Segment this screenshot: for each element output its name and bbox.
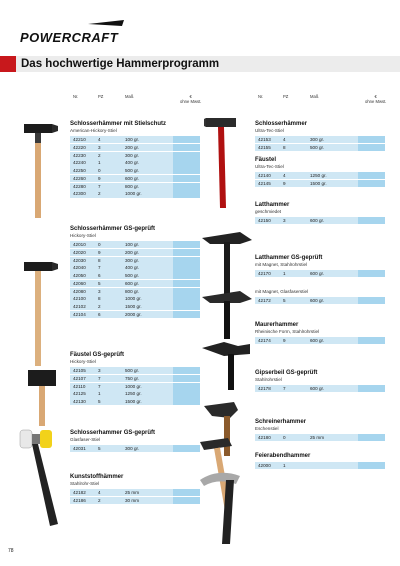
cell-pz: 9 (283, 338, 286, 343)
cell-pz: 6 (98, 273, 101, 279)
cell-mass: 1500 gr. (125, 399, 142, 405)
section-subtitle: mit Magnet, Stahlrohrstiel (255, 262, 308, 267)
cell-nr: 42145 (258, 180, 271, 186)
section-subtitle: Ultra-Tec-Stiel (255, 164, 284, 169)
cell-nr: 42104 (73, 312, 86, 318)
cell-pz: 0 (98, 242, 101, 247)
section-subtitle: Glasfaser-Stiel (70, 437, 101, 442)
cell-pz: 8 (98, 257, 101, 263)
cell-nr: 42110 (73, 383, 86, 389)
cell-nr: 42178 (258, 386, 271, 391)
product-row (255, 337, 385, 344)
cell-nr: 42250 (73, 168, 86, 174)
cell-nr: 42240 (73, 160, 86, 166)
cell-mass: 500 gr. (125, 273, 140, 279)
cell-nr: 42155 (258, 144, 271, 150)
cell-mass: 1000 gr. (125, 296, 142, 302)
faeustel-image (26, 368, 66, 428)
cell-pz: 4 (98, 137, 101, 142)
cell-mass: 800 gr. (125, 183, 140, 189)
cell-nr: 42230 (73, 152, 86, 158)
product-row (70, 175, 200, 182)
section-title: Fäustel (255, 157, 277, 163)
cell-mass: 1000 gr. (125, 383, 142, 389)
cell-price (358, 385, 385, 392)
cell-nr: 42150 (258, 218, 271, 223)
cell-pz: 4 (283, 137, 286, 142)
cell-nr: 42080 (73, 288, 86, 294)
product-section (255, 453, 385, 470)
cell-price (358, 462, 385, 469)
cell-nr: 42102 (73, 304, 86, 310)
cell-nr: 42280 (73, 183, 86, 189)
product-row (70, 288, 200, 295)
section-subtitle: mit Magnet, Glasfaserstiel (255, 289, 309, 294)
cell-mass: 300 gr. (125, 152, 140, 158)
product-row (70, 144, 200, 151)
product-row (255, 172, 385, 179)
cell-mass: 800 gr. (125, 288, 140, 294)
cell-price (173, 445, 200, 452)
cell-nr: 42220 (73, 144, 86, 150)
cell-price (173, 167, 200, 174)
cell-price (173, 288, 200, 295)
section-title: Schlosserhämmer (255, 121, 308, 127)
cell-price (358, 180, 385, 187)
product-row (70, 249, 200, 256)
cell-price (173, 136, 200, 143)
cell-nr: 42040 (73, 265, 86, 271)
section-subtitle: Stahlrohrstiel (255, 377, 282, 382)
cell-nr: 42170 (258, 271, 271, 276)
cell-pz: 5 (98, 446, 101, 451)
product-section (70, 226, 200, 319)
product-row (70, 183, 200, 190)
product-row (70, 375, 200, 382)
cell-mass: 1000 gr. (125, 191, 142, 197)
product-section (255, 121, 385, 152)
section-subtitle: geschmiedet (255, 209, 282, 214)
product-row (70, 489, 200, 496)
cell-pz: 7 (98, 383, 101, 389)
cell-price (173, 190, 200, 197)
cell-nr: 42260 (73, 175, 86, 181)
cell-mass: 200 gr. (125, 144, 140, 150)
product-section (70, 121, 200, 198)
cell-pz: 6 (98, 312, 101, 318)
cell-pz: 7 (98, 265, 101, 271)
section-title: Latthammer GS-geprüft (255, 255, 323, 261)
section-subtitle: Stahlrohr-Stiel (70, 481, 100, 486)
cell-mass: 600 gr. (125, 175, 140, 181)
cell-nr: 42174 (258, 338, 271, 343)
product-row (70, 445, 200, 452)
col-head-price-right: € ohne Mwst. (365, 94, 387, 104)
cell-pz: 1 (98, 160, 101, 166)
product-row (70, 303, 200, 310)
col-head-price: € ohne Mwst. (180, 94, 202, 104)
cell-price (173, 144, 200, 151)
cell-nr: 42210 (73, 137, 86, 142)
cell-nr: 42300 (73, 191, 86, 197)
section-title: Fäustel GS-geprüft (70, 352, 125, 358)
section-title: Schlosserhammer GS-geprüft (70, 430, 156, 436)
cell-pz: 7 (98, 375, 101, 381)
product-section (255, 202, 385, 225)
cell-nr: 42153 (258, 137, 271, 142)
product-section (70, 352, 200, 406)
product-row (70, 241, 200, 248)
cell-price (173, 280, 200, 287)
cell-price (358, 337, 385, 344)
cell-mass: 600 gr. (310, 218, 325, 223)
product-row (70, 383, 200, 390)
cell-price (173, 257, 200, 264)
cell-pz: 4 (283, 173, 286, 178)
col-head-mass-right: Maß (310, 94, 319, 99)
product-section (255, 370, 385, 393)
cell-mass: 500 gr. (125, 368, 140, 373)
cell-pz: 1 (283, 271, 286, 276)
section-title: Schreinerhammer (255, 419, 307, 425)
cell-mass: 600 gr. (310, 298, 325, 303)
cell-mass: 400 gr. (125, 160, 140, 166)
product-row (70, 264, 200, 271)
product-row (255, 462, 385, 469)
cell-price (173, 159, 200, 166)
cell-nr: 42030 (73, 257, 86, 263)
cell-mass: 300 gr. (125, 257, 140, 263)
cell-pz: 3 (98, 288, 101, 294)
product-row (70, 152, 200, 159)
cell-price (173, 375, 200, 382)
col-head-pz: PZ (98, 94, 104, 99)
cell-mass: 600 gr. (310, 386, 325, 391)
hammer-image-ultratec (204, 112, 244, 212)
section-title: Maurerhammer (255, 322, 299, 328)
cell-pz: 8 (283, 144, 286, 150)
cell-nr: 42100 (73, 296, 86, 302)
page-number: 78 (8, 548, 14, 554)
section-subtitle: Hickory-Stiel (70, 359, 96, 364)
cell-nr: 42172 (258, 298, 271, 303)
title-accent (0, 56, 16, 72)
cell-mass: 1250 gr. (310, 173, 327, 178)
col-head-pz-right: PZ (283, 94, 289, 99)
cell-pz: 3 (98, 368, 101, 373)
cell-nr: 42186 (73, 497, 86, 503)
cell-pz: 7 (98, 183, 101, 189)
cell-price (173, 152, 200, 159)
col-head-mass: Maß (125, 94, 134, 99)
cell-pz: 9 (283, 180, 286, 186)
cell-pz: 2 (98, 497, 101, 503)
cell-price (173, 311, 200, 318)
cell-nr: 42130 (73, 399, 86, 405)
product-row (70, 159, 200, 166)
cell-mass: 100 gr. (125, 242, 140, 247)
section-title: Kunststoffhämmer (70, 474, 124, 480)
cell-pz: 9 (98, 175, 101, 181)
product-row (70, 136, 200, 143)
cell-nr: 42060 (73, 280, 86, 286)
product-row (255, 144, 385, 151)
product-section (70, 430, 200, 453)
cell-pz: 5 (98, 280, 101, 286)
col-head-nr-right: Nr. (258, 94, 264, 99)
cell-mass: 25 mm (125, 490, 140, 495)
section-subtitle: Ultra-Tec-Stiel (255, 128, 284, 133)
cell-nr: 42020 (73, 249, 86, 255)
product-row (70, 257, 200, 264)
cell-price (173, 303, 200, 310)
cell-mass: 600 gr. (310, 271, 325, 276)
cell-pz: 4 (98, 490, 101, 495)
svg-text:POWERCRAFT: POWERCRAFT (20, 30, 119, 45)
section-title: Gipserbeil GS-geprüft (255, 370, 318, 376)
section-title: Latthammer (255, 202, 290, 208)
cell-pz: 2 (98, 191, 101, 197)
cell-price (173, 175, 200, 182)
product-row (70, 398, 200, 405)
cell-pz: 0 (98, 168, 101, 174)
cell-pz: 8 (98, 296, 101, 302)
cell-nr: 42031 (73, 446, 86, 451)
cell-pz: 0 (283, 435, 286, 440)
cell-nr: 42107 (73, 375, 86, 381)
product-row (70, 497, 200, 504)
section-title: Schlosserhämmer GS-geprüft (70, 226, 156, 232)
product-row (70, 311, 200, 318)
cell-pz: 7 (283, 386, 286, 391)
cell-price (358, 136, 385, 143)
product-row (70, 295, 200, 302)
cell-nr: 42182 (73, 490, 86, 495)
cell-pz: 5 (283, 298, 286, 303)
section-title: Schlosserhämmer mit Stielschutz (70, 121, 167, 127)
product-section (255, 157, 385, 188)
cell-price (173, 272, 200, 279)
section-title: Feierabendhammer (255, 453, 311, 459)
cell-pz: 2 (98, 304, 101, 310)
cell-mass: 2000 gr. (125, 312, 142, 318)
cell-mass: 1500 gr. (310, 180, 327, 186)
hammer-image-gs (20, 258, 60, 368)
feierabendhammer-image (196, 468, 256, 548)
cell-mass: 500 gr. (310, 144, 325, 150)
cell-mass: 1250 gr. (125, 391, 142, 397)
cell-pz: 3 (283, 218, 286, 223)
cell-mass: 500 gr. (125, 168, 140, 174)
section-subtitle: Rheinische Form, Stahlrohrstiel (255, 329, 320, 334)
cell-price (358, 297, 385, 304)
product-row (255, 434, 385, 441)
cell-pz: 1 (283, 463, 286, 468)
cell-nr: 42140 (258, 173, 271, 178)
cell-pz: 1 (98, 391, 101, 397)
product-section (70, 474, 200, 505)
product-row (255, 217, 385, 224)
cell-price (358, 172, 385, 179)
cell-nr: 42010 (73, 242, 86, 247)
cell-mass: 30 mm (125, 497, 140, 503)
cell-mass: 400 gr. (125, 265, 140, 271)
cell-nr: 42000 (258, 463, 271, 468)
section-subtitle: American-Hickory-Stiel (70, 128, 117, 133)
section-subtitle: Hickory-Stiel (70, 233, 96, 238)
cell-nr: 42125 (73, 391, 86, 397)
cell-price (358, 217, 385, 224)
product-row (255, 270, 385, 277)
page-title: Das hochwertige Hammerprogramm (21, 58, 220, 70)
cell-pz: 9 (98, 249, 101, 255)
product-row (70, 167, 200, 174)
cell-price (173, 183, 200, 190)
cell-price (173, 264, 200, 271)
product-row (255, 180, 385, 187)
product-row (255, 297, 385, 304)
product-section (255, 255, 385, 278)
product-row (255, 136, 385, 143)
cell-price (173, 398, 200, 405)
cell-nr: 42050 (73, 273, 86, 279)
cell-price (173, 295, 200, 302)
cell-mass: 100 gr. (125, 137, 140, 142)
cell-pz: 3 (98, 144, 101, 150)
cell-pz: 2 (98, 152, 101, 158)
cell-mass: 1500 gr. (125, 304, 142, 310)
product-section (255, 419, 385, 442)
product-row (70, 390, 200, 397)
hammer-image-stielschutz (20, 120, 60, 220)
cell-pz: 5 (98, 399, 101, 405)
cell-price (173, 241, 200, 248)
kunststoffhammer-image (18, 428, 68, 528)
product-section (255, 289, 385, 305)
maurerhammer-image (200, 338, 260, 393)
cell-mass: 300 gr. (125, 446, 140, 451)
col-head-nr: Nr. (73, 94, 79, 99)
cell-price (358, 144, 385, 151)
cell-nr: 42105 (73, 368, 86, 373)
cell-nr: 42180 (258, 435, 271, 440)
product-row (70, 280, 200, 287)
cell-mass: 300 gr. (310, 137, 325, 142)
cell-price (173, 249, 200, 256)
powercraft-logo (18, 18, 128, 48)
cell-price (173, 367, 200, 374)
cell-mass: 200 gr. (125, 249, 140, 255)
product-row (70, 190, 200, 197)
cell-price (358, 434, 385, 441)
cell-price (173, 383, 200, 390)
section-subtitle: Eschenstiel (255, 426, 279, 431)
product-section (255, 322, 385, 345)
cell-mass: 600 gr. (310, 338, 325, 343)
cell-price (173, 390, 200, 397)
cell-mass: 25 mm (310, 435, 325, 440)
product-row (255, 385, 385, 392)
cell-price (358, 270, 385, 277)
latthammer-gs-image (200, 285, 260, 340)
cell-mass: 600 gr. (125, 280, 140, 286)
product-row (70, 272, 200, 279)
cell-mass: 750 gr. (125, 375, 140, 381)
product-row (70, 367, 200, 374)
